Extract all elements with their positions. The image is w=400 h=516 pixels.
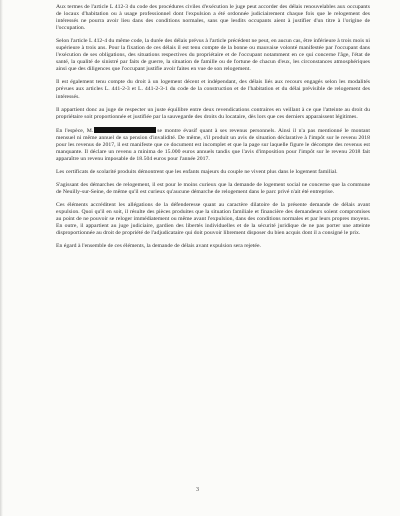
- paragraph-en-l-espece: [56, 127, 370, 163]
- paragraph-conclusion: En égard à l'ensemble de ces éléments, la demande de délais avant expulsion sera rejetée.: [56, 243, 261, 250]
- document-body: [56, 4, 370, 255]
- paragraph-en-l-espece-start: En l'espèce, M.: [56, 127, 94, 134]
- paragraph-article-412-4: Selon l'article L 412-4 du même code, la durée des délais prévus à l'article précédent ne peut, en aucun cas, être inférieure à trois mois ni supérieure à trois ans. Pour la fixation de ces délais il est tenu compte de la bonne ou mauvaise volonté manifestée par l'occupant dans l'exécution de ses obligations, des situations respectives du propriétaire et de l'occupant notamment en ce qui concerne l'âge, l'état de santé, la qualité de sinistré par faits de guerre, la situation de famille ou de fortune de chacun d'eux, les circonstances atmosphériques ainsi que des diligences que l'occupant justifie avoir faites en vue de son relogement.: [56, 38, 370, 73]
- paragraph-certificats-scolarite: Les certificats de scolarité produits démontrent que les enfants majeurs du couple ne vivent plus dans le logement familial.: [56, 168, 338, 175]
- scan-edge-shadow: [0, 0, 3, 516]
- paragraph-logement-decent: Il est également tenu compte du droit à un logement décent et indépendant, des délais liés aux recours engagés selon les modalités prévues aux articles L. 441-2-3 et L. 441-2-3-1 du code de la construction et de l'habitation et du délai prévisible de relogement des intéressés.: [56, 79, 370, 100]
- redaction-bar: [94, 127, 156, 133]
- paragraph-demarches-relogement: S'agissant des démarches de relogement, il est pour le moins curieux que la demande de logement social ne concerne que la commune de Neuilly-sur-Seine, de même qu'il est curieux qu'aucune démarche de relogement dans le parc privé n'ait été entreprise.: [56, 181, 370, 195]
- paragraph-article-412-3: Aux termes de l'article L 412-3 du code des procédures civiles d'exécution le juge peut accorder des délais renouvelables aux occupants de locaux d'habitation ou à usage professionnel dont l'expulsion a été ordonnée judiciairement chaque fois que le relogement des intéressés ne pourra avoir lieu dans des conditions normales, sans que lesdits occupants aient à justifier d'un titre à l'origine de l'occupation.: [56, 4, 370, 32]
- page-number: 3: [196, 487, 199, 493]
- paragraph-elements-dilatoire: Ces éléments accréditent les allégations de la défenderesse quant au caractère dilatoire de la présente demande de délais avant expulsion. Quoi qu'il en soit, il résulte des pièces produites que la situation familiale et financière des demandeurs soient compromises au point de ne pouvoir se reloger immédiatement ou même avant l'expulsion, dans des conditions normales et par leurs propres moyens. En outre, il appartient au juge judiciaire, gardien des libertés individuelles et de la sécurité juridique de ne pas porter une atteinte disproportionnée au droit de propriété de l'adjudicataire qui doit pouvoir librement disposer du bien acquis dont il a consigné le prix.: [56, 202, 370, 237]
- paragraph-juste-equilibre: Il appartient donc au juge de respecter un juste équilibre entre deux revendications contraires en veillant à ce que l'atteinte au droit du propriétaire soit proportionnée et justifiée par la sauvegarde des droits du locataire, dès lors que ces derniers apparaissent légitimes.: [56, 106, 370, 120]
- paragraph-en-l-espece-rest: se montre évasif quant à ses revenus personnels. Ainsi il n'a pas mentionné le montant mensuel ni même annuel de sa pension d'invalidité. De même, s'il produit un avis de situation déclarative à l'impôt sur le revenu 2018 pour les revenus de 2017, il est manifeste que ce document est incomplet et que la page sur laquelle figure le décompte des revenus est manquante. Il déclare un revenu a minima de 15.000 euros annuels tandis que l'avis d'imposition pour l'impôt sur le revenu 2018 fait apparaître un revenu imposable de 18.504 euros pour l'année 2017.: [56, 127, 370, 162]
